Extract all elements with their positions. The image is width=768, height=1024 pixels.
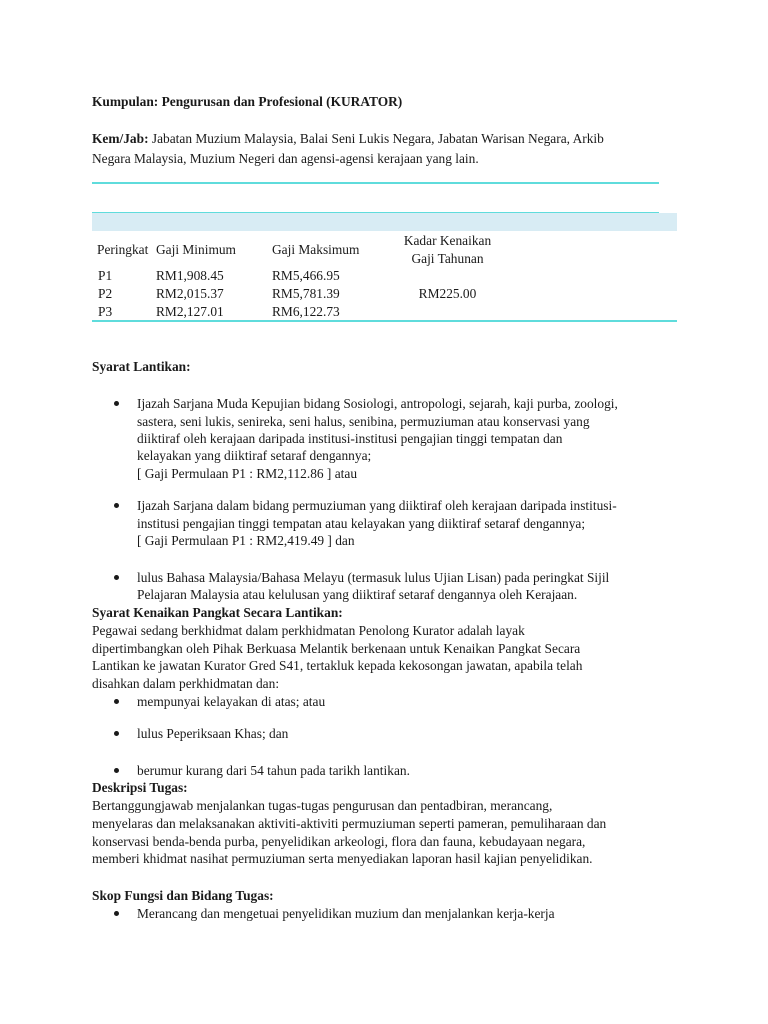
bullet-icon: [114, 699, 119, 704]
deskripsi-line-3: konservasi benda-benda purba, penyelidikan arkeologi, flora dan fauna, kebudayaan negara,: [92, 834, 586, 849]
kumpulan-heading: Kumpulan: Pengurusan dan Profesional (KURATOR): [92, 94, 403, 109]
syarat-item-1-line-1: Ijazah Sarjana Muda Kepujian bidang Sosiologi, antropologi, sejarah, kaji purba, zoologi,: [137, 396, 618, 411]
bullet-icon: [114, 503, 119, 508]
kenaikan-para-line-4: disahkan dalam perkhidmatan dan:: [92, 676, 280, 691]
table-row-p3-peringkat: P3: [98, 304, 113, 319]
header-gaji-minimum: Gaji Minimum: [156, 242, 236, 257]
kenaikan-para-line-2: dipertimbangkan oleh Pihak Berkuasa Melantik berkenaan untuk Kenaikan Pangkat Secara: [92, 641, 581, 656]
header-gaji-maksimum: Gaji Maksimum: [272, 242, 360, 257]
syarat-item-2-line-2: institusi pengajian tinggi tempatan atau kelayakan yang diiktiraf setaraf dengannya;: [137, 516, 586, 531]
skop-fungsi-heading: Skop Fungsi dan Bidang Tugas:: [92, 888, 274, 903]
header-kadar-line-1: Kadar Kenaikan: [403, 233, 492, 248]
kadar-kenaikan-value: RM225.00: [418, 286, 477, 301]
table-row-p2-max: RM5,781.39: [272, 286, 340, 301]
table-row-p3-min: RM2,127.01: [156, 304, 224, 319]
syarat-item-2-line-1: Ijazah Sarjana dalam bidang permuziuman yang diiktiraf oleh kerajaan daripada institusi-: [137, 498, 617, 513]
deskripsi-line-4: memberi khidmat nasihat permuziuman serta menyediakan laporan hasil kajian penyelidikan.: [92, 851, 593, 866]
bullet-icon: [114, 575, 119, 580]
kem-jab-label: Kem/Jab:: [92, 131, 149, 146]
kenaikan-item-3: berumur kurang dari 54 tahun pada tarikh lantikan.: [137, 763, 410, 778]
table-row-p1-max: RM5,466.95: [272, 268, 340, 283]
kem-jab-text-1: Jabatan Muzium Malaysia, Balai Seni Lukis Negara, Jabatan Warisan Negara, Arkib: [151, 131, 604, 146]
table-row-p2-min: RM2,015.37: [156, 286, 224, 301]
syarat-item-1-line-5: [ Gaji Permulaan P1 : RM2,112.86 ] atau: [137, 466, 358, 481]
kenaikan-item-2: lulus Peperiksaan Khas; dan: [137, 726, 289, 741]
deskripsi-tugas-heading: Deskripsi Tugas:: [92, 780, 188, 795]
deskripsi-line-1: Bertanggungjawab menjalankan tugas-tugas pengurusan dan pentadbiran, merancang,: [92, 798, 553, 813]
kenaikan-item-1: mempunyai kelayakan di atas; atau: [137, 694, 326, 709]
syarat-item-3-line-2: Pelajaran Malaysia atau kelulusan yang diiktiraf setaraf dengannya oleh Kerajaan.: [137, 587, 578, 602]
syarat-lantikan-heading: Syarat Lantikan:: [92, 359, 191, 374]
syarat-item-1-line-3: diiktiraf oleh kerajaan daripada institusi-institusi pengajian tinggi tempatan dan: [137, 431, 563, 446]
table-row-p3-max: RM6,122.73: [272, 304, 340, 319]
syarat-item-3-line-1: lulus Bahasa Malaysia/Bahasa Melayu (termasuk lulus Ujian Lisan) pada peringkat Sijil: [137, 570, 610, 585]
header-peringkat: Peringkat: [97, 242, 149, 257]
syarat-item-1-line-2: sastera, seni lukis, senireka, seni halus, senibina, permuziuman atau konservasi yang: [137, 414, 590, 429]
syarat-kenaikan-heading: Syarat Kenaikan Pangkat Secara Lantikan:: [92, 605, 343, 620]
header-kadar-line-2: Gaji Tahunan: [411, 251, 484, 266]
kenaikan-para-line-1: Pegawai sedang berkhidmat dalam perkhidmatan Penolong Kurator adalah layak: [92, 623, 525, 638]
bullet-icon: [114, 731, 119, 736]
syarat-item-2-line-3: [ Gaji Permulaan P1 : RM2,419.49 ] dan: [137, 533, 355, 548]
kem-jab-line-2: Negara Malaysia, Muzium Negeri dan agensi-agensi kerajaan yang lain.: [92, 151, 479, 166]
kenaikan-para-line-3: Lantikan ke jawatan Kurator Gred S41, tertakluk kepada kekosongan jawatan, apabila telah: [92, 658, 583, 673]
bullet-icon: [114, 401, 119, 406]
deskripsi-line-2: menyelaras dan melaksanakan aktiviti-aktiviti permuziuman seperti pameran, pemuliharaan dan: [92, 816, 607, 831]
table-row-p1-peringkat: P1: [98, 268, 113, 283]
bullet-icon: [114, 768, 119, 773]
table-row-p2-peringkat: P2: [98, 286, 113, 301]
divider-top: [92, 182, 659, 184]
salary-table-header-band: [92, 213, 677, 231]
salary-table-bottom-border: [92, 320, 677, 322]
bullet-icon: [114, 911, 119, 916]
skop-item-1: Merancang dan mengetuai penyelidikan muzium dan menjalankan kerja-kerja: [137, 906, 555, 921]
kem-jab-line-1: [92, 130, 604, 148]
table-row-p1-min: RM1,908.45: [156, 268, 224, 283]
syarat-item-1-line-4: kelayakan yang diiktiraf setaraf dengannya;: [137, 448, 372, 463]
